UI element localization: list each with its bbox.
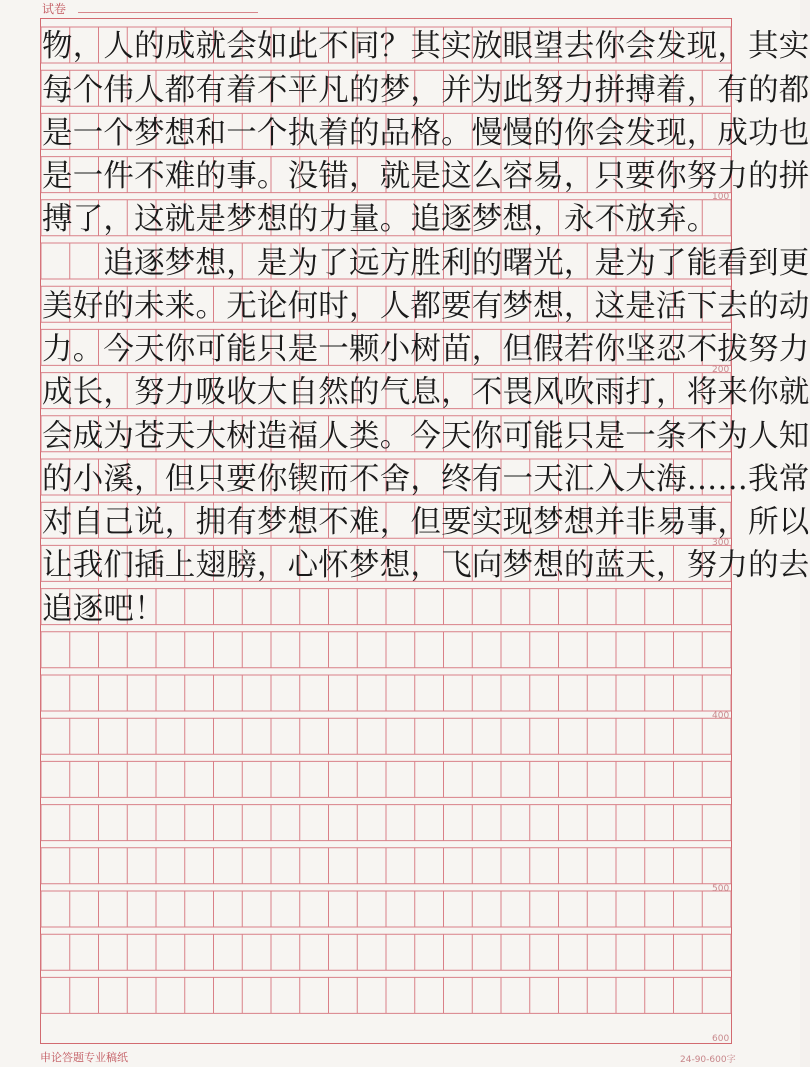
essay-line: 美好的未来。无论何时，人都要有梦想，这是活下去的动 (42, 289, 810, 324)
essay-line: 让我们插上翅膀，心怀梦想，飞向梦想的蓝天，努力的去 (42, 548, 810, 583)
count-mark-600: 600 (712, 1034, 730, 1044)
footer-code: 24-90-600字 (680, 1055, 736, 1065)
essay-line: 是一个梦想和一个执着的品格。慢慢的你会发现，成功也 (42, 116, 810, 151)
count-mark-400: 400 (712, 711, 730, 721)
footer-label: 申论答题专业稿纸 (40, 1051, 128, 1064)
header-label: 试卷 (42, 2, 67, 16)
essay-line: 对自己说，拥有梦想不难，但要实现梦想并非易事，所以 (42, 505, 810, 540)
count-mark-200: 200 (712, 365, 730, 375)
count-mark-500: 500 (712, 884, 730, 894)
essay-line: 追逐梦想，是为了远方胜利的曙光，是为了能看到更 (42, 246, 810, 281)
essay-line: 是一件不难的事。没错，就是这么容易，只要你努力的拼 (42, 159, 810, 194)
count-mark-100: 100 (712, 192, 730, 202)
essay-line: 追逐吧！ (42, 592, 165, 627)
essay-line: 力。今天你可能只是一颗小树苗，但假若你坚忍不拔努力 (42, 332, 810, 367)
essay-line: 会成为苍天大树造福人类。今天你可能只是一条不为人知 (42, 419, 810, 454)
essay-line: 搏了，这就是梦想的力量。追逐梦想，永不放弃。 (42, 202, 718, 237)
essay-line: 的小溪，但只要你锲而不舍，终有一天汇入大海……我常 (42, 462, 810, 497)
count-mark-300: 300 (712, 538, 730, 548)
essay-line: 物，人的成就会如此不同？其实放眼望去你会发现，其实 (42, 29, 810, 64)
essay-line: 成长，努力吸收大自然的气息，不畏风吹雨打，将来你就 (42, 375, 810, 410)
essay-line: 每个伟人都有着不平凡的梦，并为此努力拼搏着，有的都 (42, 73, 810, 108)
